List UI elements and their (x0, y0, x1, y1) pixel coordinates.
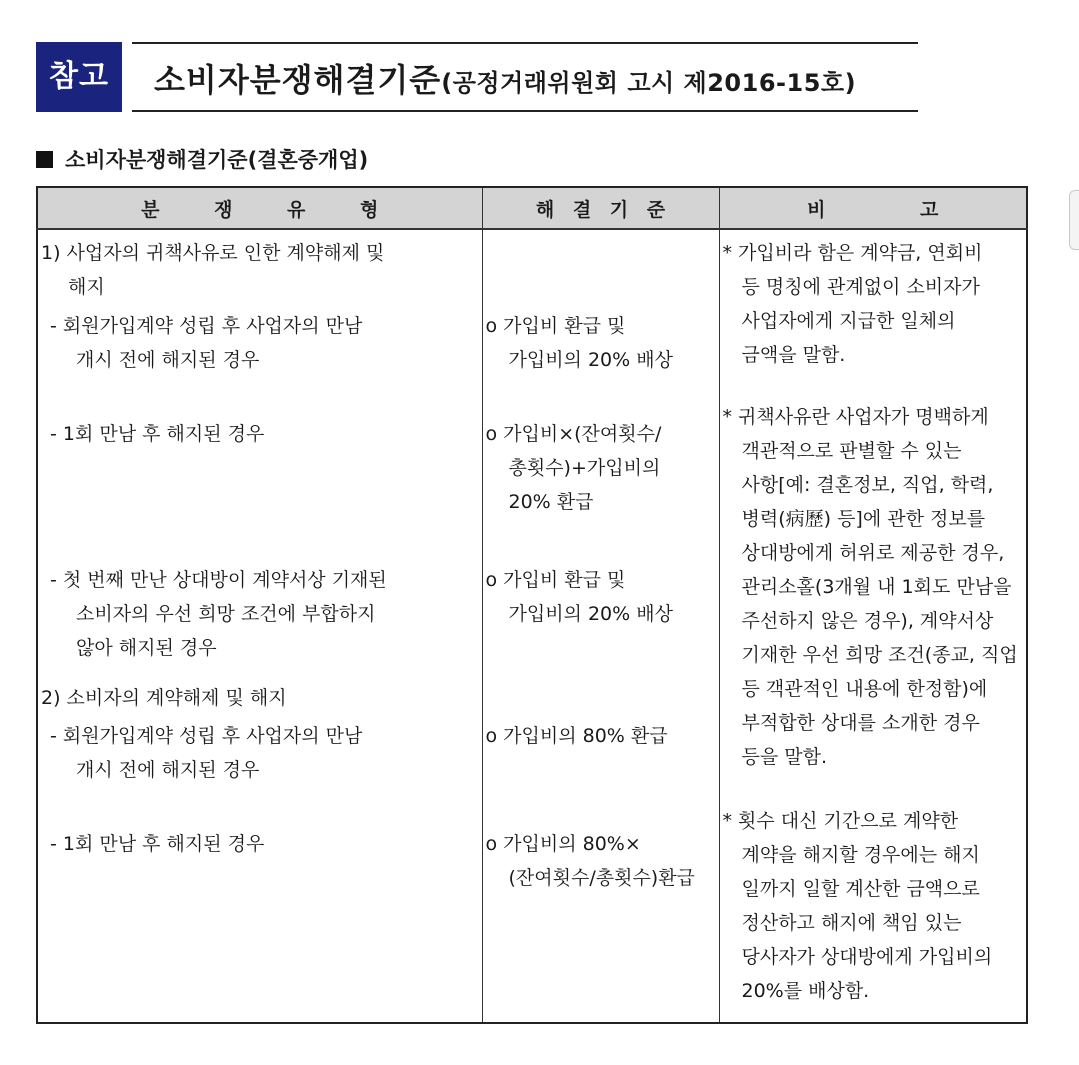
reference-badge: 참고 (36, 42, 122, 112)
remark-line: * 가입비라 함은 계약금, 연회비 (722, 242, 983, 264)
document-header (36, 42, 918, 112)
remark-line: 관리소홀(3개월 내 1회도 만남을 (741, 576, 1012, 598)
resolution-line: o 가입비 환급 및 (485, 569, 626, 591)
title-rule-bottom (132, 110, 918, 112)
dispute-type-cell (37, 229, 482, 1023)
dispute-standards-table (36, 186, 1028, 1024)
remark-line: 금액을 말함. (741, 344, 846, 366)
header-resolution-standard: 해 결 기 준 (482, 187, 719, 229)
scroll-handle[interactable] (1069, 190, 1079, 250)
dispute-line: 소비자의 우선 희망 조건에 부합하지 (76, 603, 376, 625)
remark-line: 등을 말함. (741, 746, 827, 768)
header-dispute-type: 분 쟁 유 형 (37, 187, 482, 229)
remark-line: * 횟수 대신 기간으로 계약한 (722, 810, 959, 832)
resolution-standard-cell (482, 229, 719, 1023)
resolution-line: 가입비의 20% 배상 (508, 603, 673, 625)
remark-line: 정산하고 해지에 책임 있는 (741, 912, 962, 934)
page-title (154, 55, 856, 101)
dispute-line: - 첫 번째 만난 상대방이 계약서상 기재된 (50, 569, 387, 591)
section-heading (36, 144, 368, 174)
dispute-line: - 회원가입계약 성립 후 사업자의 만남 (50, 725, 363, 747)
resolution-line: o 가입비의 80%× (485, 833, 641, 855)
remark-line: 20%를 배상함. (741, 980, 870, 1002)
dispute-line: 2) 소비자의 계약해제 및 해지 (41, 687, 287, 709)
remark-line: 등 객관적인 내용에 한정함)에 (741, 678, 988, 700)
title-suffix: (공정거래위원회 고시 제2016-15호) (441, 69, 857, 97)
remark-line: 상대방에게 허위로 제공한 경우, (741, 542, 1005, 564)
dispute-line: 해지 (68, 276, 105, 298)
remarks-cell (719, 229, 1027, 1023)
resolution-line: 가입비의 20% 배상 (508, 349, 673, 371)
dispute-line: - 회원가입계약 성립 후 사업자의 만남 (50, 315, 363, 337)
dispute-line: 않아 해지된 경우 (76, 637, 217, 659)
remark-line: 당사자가 상대방에게 가입비의 (741, 946, 993, 968)
remark-line: 부적합한 상대를 소개한 경우 (741, 712, 980, 734)
resolution-line: o 가입비×(잔여횟수/ (485, 423, 662, 445)
remark-line: 병력(病歷) 등]에 관한 정보를 (741, 508, 986, 530)
title-rule-top (132, 42, 918, 44)
table-header-row (37, 187, 1027, 229)
resolution-line: 20% 환급 (508, 491, 594, 513)
title-main: 소비자분쟁해결기준 (154, 61, 442, 99)
dispute-line: 1) 사업자의 귀책사유로 인한 계약해제 및 (41, 242, 385, 264)
header-remarks: 비 고 (719, 187, 1027, 229)
resolution-line: (잔여횟수/총횟수)환급 (508, 867, 695, 889)
remark-line: 주선하지 않은 경우), 계약서상 (741, 610, 994, 632)
remark-line: 등 명칭에 관계없이 소비자가 (741, 276, 980, 298)
dispute-line: - 1회 만남 후 해지된 경우 (50, 423, 265, 445)
resolution-line: 총횟수)+가입비의 (508, 457, 661, 479)
section-title: 소비자분쟁해결기준(결혼중개업) (65, 148, 369, 172)
resolution-line: o 가입비 환급 및 (485, 315, 626, 337)
remark-line: 사업자에게 지급한 일체의 (741, 310, 956, 332)
resolution-line: o 가입비의 80% 환급 (485, 725, 668, 747)
dispute-line: 개시 전에 해지된 경우 (76, 349, 260, 371)
dispute-line: - 1회 만남 후 해지된 경우 (50, 833, 265, 855)
remark-line: 일까지 일할 계산한 금액으로 (741, 878, 980, 900)
table-row (37, 229, 1027, 1023)
remark-line: 계약을 해지할 경우에는 해지 (741, 844, 980, 866)
remark-line: 객관적으로 판별할 수 있는 (741, 440, 962, 462)
remark-line: 사항[예: 결혼정보, 직업, 학력, (741, 474, 994, 496)
dispute-line: 개시 전에 해지된 경우 (76, 759, 260, 781)
remark-line: * 귀책사유란 사업자가 명백하게 (722, 406, 989, 428)
square-bullet-icon (36, 151, 53, 168)
remark-line: 기재한 우선 희망 조건(종교, 직업 (741, 644, 1018, 666)
